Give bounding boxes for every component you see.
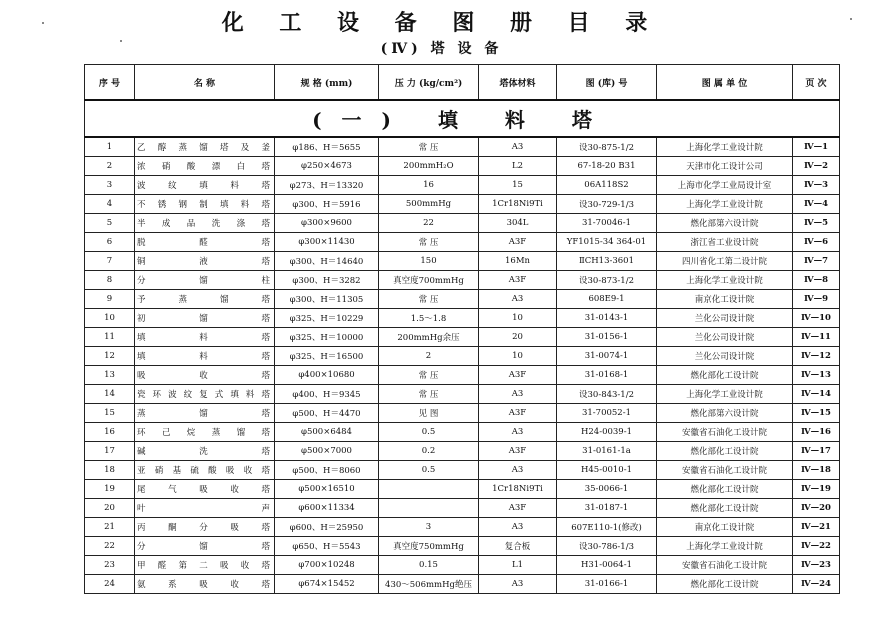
material: A3F	[479, 366, 557, 385]
material: 10	[479, 347, 557, 366]
design-unit: 上海化学工业设计院	[657, 537, 793, 556]
equipment-name: 环己烷蒸馏塔	[135, 423, 275, 442]
pressure: 2	[379, 347, 479, 366]
table-row	[85, 176, 840, 195]
header-cell: 序 号	[85, 65, 135, 101]
table-row	[85, 366, 840, 385]
design-unit: 南京化工设计院	[657, 518, 793, 537]
table-row	[85, 137, 840, 157]
page-number: Ⅳ—24	[793, 575, 840, 594]
drawing-number: 设30-873-1/2	[557, 271, 657, 290]
drawing-number: 31-0156-1	[557, 328, 657, 347]
table-row	[85, 309, 840, 328]
design-unit: 燃化部化工设计院	[657, 442, 793, 461]
page-number: Ⅳ—4	[793, 195, 840, 214]
drawing-number: 607E110-1(修改)	[557, 518, 657, 537]
table-row	[85, 328, 840, 347]
table-row	[85, 252, 840, 271]
header-cell: 图 属 单 位	[657, 65, 793, 101]
design-unit: 燃化部第六设计院	[657, 214, 793, 233]
equipment-name: 不锈钢制填料塔	[135, 195, 275, 214]
page-number: Ⅳ—21	[793, 518, 840, 537]
material: A3F	[479, 499, 557, 518]
pressure: 常 压	[379, 137, 479, 157]
specification: φ273、H＝13320	[275, 176, 379, 195]
specification: φ186、H＝5655	[275, 137, 379, 157]
material: A3	[479, 423, 557, 442]
specification: φ500×16510	[275, 480, 379, 499]
header-cell: 塔体材料	[479, 65, 557, 101]
design-unit: 四川省化工第二设计院	[657, 252, 793, 271]
material: 10	[479, 309, 557, 328]
design-unit: 燃化部化工设计院	[657, 366, 793, 385]
specification: φ400、H＝9345	[275, 385, 379, 404]
material: A3F	[479, 404, 557, 423]
drawing-number: YF1015-34 364-01	[557, 233, 657, 252]
pressure: 真空度750mmHg	[379, 537, 479, 556]
equipment-name: 乙醇蒸馏塔及釜	[135, 137, 275, 157]
table-row	[85, 157, 840, 176]
page-number: Ⅳ—22	[793, 537, 840, 556]
specification: φ650、H＝5543	[275, 537, 379, 556]
catalog-table	[84, 64, 840, 594]
drawing-number: H31-0064-1	[557, 556, 657, 575]
page-number: Ⅳ—7	[793, 252, 840, 271]
pressure: 常 压	[379, 290, 479, 309]
pressure: 见 图	[379, 404, 479, 423]
row-number: 9	[85, 290, 135, 309]
equipment-name: 甲醛第二吸收塔	[135, 556, 275, 575]
table-row	[85, 518, 840, 537]
pressure: 常 压	[379, 385, 479, 404]
page-number: Ⅳ—9	[793, 290, 840, 309]
design-unit: 燃化部化工设计院	[657, 480, 793, 499]
row-number: 19	[85, 480, 135, 499]
page-title: 化 工 设 备 图 册 目 录	[221, 10, 662, 36]
specification: φ300×9600	[275, 214, 379, 233]
drawing-number: 设30-875-1/2	[557, 137, 657, 157]
pressure: 16	[379, 176, 479, 195]
drawing-number: 31-0161-1a	[557, 442, 657, 461]
drawing-number: H45-0010-1	[557, 461, 657, 480]
table-row	[85, 214, 840, 233]
drawing-number: 67-18-20 B31	[557, 157, 657, 176]
page-number: Ⅳ—18	[793, 461, 840, 480]
row-number: 4	[85, 195, 135, 214]
row-number: 6	[85, 233, 135, 252]
equipment-name: 氨系吸收塔	[135, 575, 275, 594]
equipment-name: 丙酮分吸塔	[135, 518, 275, 537]
design-unit: 天津市化工设计公司	[657, 157, 793, 176]
pressure: 常 压	[379, 233, 479, 252]
specification: φ250×4673	[275, 157, 379, 176]
section-title: (一) 填 料 塔	[85, 100, 840, 137]
equipment-name: 蒸馏塔	[135, 404, 275, 423]
specification: φ600×11334	[275, 499, 379, 518]
header-cell: 压 力 (kg/cm²)	[379, 65, 479, 101]
row-number: 18	[85, 461, 135, 480]
design-unit: 浙江省工业设计院	[657, 233, 793, 252]
drawing-number: 608E9-1	[557, 290, 657, 309]
specification: φ400×10680	[275, 366, 379, 385]
design-unit: 燃化部化工设计院	[657, 499, 793, 518]
drawing-number: 31-0168-1	[557, 366, 657, 385]
material: 20	[479, 328, 557, 347]
specification: φ325、H＝10000	[275, 328, 379, 347]
specification: φ600、H＝25950	[275, 518, 379, 537]
pressure: 200mmHg余压	[379, 328, 479, 347]
row-number: 17	[85, 442, 135, 461]
row-number: 5	[85, 214, 135, 233]
material: A3	[479, 385, 557, 404]
equipment-name: 碱洗塔	[135, 442, 275, 461]
row-number: 13	[85, 366, 135, 385]
material: A3F	[479, 233, 557, 252]
specification: φ300、H＝14640	[275, 252, 379, 271]
table-row	[85, 537, 840, 556]
material: 304L	[479, 214, 557, 233]
material: A3	[479, 461, 557, 480]
drawing-number: 设30-843-1/2	[557, 385, 657, 404]
pressure: 0.2	[379, 442, 479, 461]
equipment-name: 瓷环波纹复式填料塔	[135, 385, 275, 404]
pressure	[379, 480, 479, 499]
pressure: 430～506mmHg绝压	[379, 575, 479, 594]
material: A3	[479, 518, 557, 537]
row-number: 24	[85, 575, 135, 594]
design-unit: 上海化学工业设计院	[657, 195, 793, 214]
table-row	[85, 480, 840, 499]
row-number: 1	[85, 137, 135, 157]
design-unit: 兰化公司设计院	[657, 328, 793, 347]
drawing-number: 31-70052-1	[557, 404, 657, 423]
specification: φ674×15452	[275, 575, 379, 594]
design-unit: 上海化学工业设计院	[657, 137, 793, 157]
specification: φ300、H＝3282	[275, 271, 379, 290]
drawing-number: 设30-786-1/3	[557, 537, 657, 556]
header-cell: 名 称	[135, 65, 275, 101]
material: 1Cr18Ni9Ti	[479, 195, 557, 214]
material: A3F	[479, 442, 557, 461]
equipment-name: 波纹填料塔	[135, 176, 275, 195]
page-number: Ⅳ—6	[793, 233, 840, 252]
pressure: 0.5	[379, 461, 479, 480]
pressure: 1.5～1.8	[379, 309, 479, 328]
equipment-name: 分馏塔	[135, 537, 275, 556]
specification: φ325、H＝16500	[275, 347, 379, 366]
table-row	[85, 347, 840, 366]
equipment-name: 填料塔	[135, 328, 275, 347]
page-number: Ⅳ—19	[793, 480, 840, 499]
pressure: 200mmH₂O	[379, 157, 479, 176]
page-number: Ⅳ—14	[793, 385, 840, 404]
header-cell: 图 (库) 号	[557, 65, 657, 101]
equipment-name: 予蒸馏塔	[135, 290, 275, 309]
table-row	[85, 233, 840, 252]
equipment-name: 吸收塔	[135, 366, 275, 385]
row-number: 21	[85, 518, 135, 537]
equipment-name: 叶声	[135, 499, 275, 518]
equipment-name: 初馏塔	[135, 309, 275, 328]
material: A3	[479, 290, 557, 309]
page-number: Ⅳ—15	[793, 404, 840, 423]
row-number: 8	[85, 271, 135, 290]
pressure: 3	[379, 518, 479, 537]
specification: φ500、H＝4470	[275, 404, 379, 423]
table-row	[85, 423, 840, 442]
pressure: 真空度700mmHg	[379, 271, 479, 290]
material: L1	[479, 556, 557, 575]
specification: φ500、H＝8060	[275, 461, 379, 480]
drawing-number: 31-70046-1	[557, 214, 657, 233]
design-unit: 南京化工设计院	[657, 290, 793, 309]
pressure: 150	[379, 252, 479, 271]
page-number: Ⅳ—10	[793, 309, 840, 328]
table-row	[85, 556, 840, 575]
equipment-name: 浓硝酸漂白塔	[135, 157, 275, 176]
design-unit: 燃化部第六设计院	[657, 404, 793, 423]
drawing-number: 31-0166-1	[557, 575, 657, 594]
page-number: Ⅳ—20	[793, 499, 840, 518]
page-number: Ⅳ—16	[793, 423, 840, 442]
row-number: 15	[85, 404, 135, 423]
table-row	[85, 442, 840, 461]
table-row	[85, 461, 840, 480]
scan-speck	[850, 18, 852, 20]
table-row	[85, 575, 840, 594]
material: A3	[479, 137, 557, 157]
design-unit: 兰化公司设计院	[657, 347, 793, 366]
design-unit: 上海市化学工业局设计室	[657, 176, 793, 195]
pressure: 0.15	[379, 556, 479, 575]
page-number: Ⅳ—11	[793, 328, 840, 347]
header-row	[85, 65, 840, 101]
page-number: Ⅳ—23	[793, 556, 840, 575]
design-unit: 上海化学工业设计院	[657, 271, 793, 290]
page-number: Ⅳ—12	[793, 347, 840, 366]
pressure: 22	[379, 214, 479, 233]
header-cell: 规 格 (mm)	[275, 65, 379, 101]
material: L2	[479, 157, 557, 176]
specification: φ700×10248	[275, 556, 379, 575]
drawing-number: 设30-729-1/3	[557, 195, 657, 214]
page-number: Ⅳ—17	[793, 442, 840, 461]
page-number: Ⅳ—8	[793, 271, 840, 290]
pressure: 0.5	[379, 423, 479, 442]
drawing-number: H24-0039-1	[557, 423, 657, 442]
row-number: 7	[85, 252, 135, 271]
row-number: 14	[85, 385, 135, 404]
material: 16Mn	[479, 252, 557, 271]
design-unit: 兰化公司设计院	[657, 309, 793, 328]
row-number: 11	[85, 328, 135, 347]
equipment-name: 铜液塔	[135, 252, 275, 271]
specification: φ500×6484	[275, 423, 379, 442]
table-row	[85, 404, 840, 423]
page-number: Ⅳ—13	[793, 366, 840, 385]
row-number: 20	[85, 499, 135, 518]
row-number: 16	[85, 423, 135, 442]
drawing-number: 31-0143-1	[557, 309, 657, 328]
section-row	[85, 100, 840, 137]
scan-speck	[120, 40, 122, 42]
table-row	[85, 290, 840, 309]
row-number: 10	[85, 309, 135, 328]
scan-speck	[42, 22, 44, 24]
material: A3	[479, 575, 557, 594]
specification: φ325、H＝10229	[275, 309, 379, 328]
page-number: Ⅳ—5	[793, 214, 840, 233]
equipment-name: 分馏柱	[135, 271, 275, 290]
table-row	[85, 195, 840, 214]
design-unit: 安徽省石油化工设计院	[657, 461, 793, 480]
page-number: Ⅳ—2	[793, 157, 840, 176]
specification: φ300×11430	[275, 233, 379, 252]
material: 复合板	[479, 537, 557, 556]
equipment-name: 亚硝基硫酸吸收塔	[135, 461, 275, 480]
equipment-name: 半成品洗涤塔	[135, 214, 275, 233]
row-number: 22	[85, 537, 135, 556]
header-cell: 页 次	[793, 65, 840, 101]
equipment-name: 填料塔	[135, 347, 275, 366]
design-unit: 燃化部化工设计院	[657, 575, 793, 594]
specification: φ500×7000	[275, 442, 379, 461]
specification: φ300、H＝11305	[275, 290, 379, 309]
page-number: Ⅳ—1	[793, 137, 840, 157]
page-subtitle: (Ⅳ) 塔 设 备	[380, 41, 503, 57]
drawing-number: 06A118S2	[557, 176, 657, 195]
drawing-number: 35-0066-1	[557, 480, 657, 499]
page-number: Ⅳ—3	[793, 176, 840, 195]
material: A3F	[479, 271, 557, 290]
material: 1Cr18Ni9Ti	[479, 480, 557, 499]
pressure: 常 压	[379, 366, 479, 385]
row-number: 3	[85, 176, 135, 195]
table-row	[85, 271, 840, 290]
row-number: 23	[85, 556, 135, 575]
drawing-number: ⅡCH13-3601	[557, 252, 657, 271]
design-unit: 上海化学工业设计院	[657, 385, 793, 404]
drawing-number: 31-0187-1	[557, 499, 657, 518]
specification: φ300、H＝5916	[275, 195, 379, 214]
drawing-number: 31-0074-1	[557, 347, 657, 366]
table-row	[85, 385, 840, 404]
pressure	[379, 499, 479, 518]
material: 15	[479, 176, 557, 195]
table-row	[85, 499, 840, 518]
row-number: 12	[85, 347, 135, 366]
pressure: 500mmHg	[379, 195, 479, 214]
equipment-name: 脱醛塔	[135, 233, 275, 252]
row-number: 2	[85, 157, 135, 176]
design-unit: 安徽省石油化工设计院	[657, 423, 793, 442]
design-unit: 安徽省石油化工设计院	[657, 556, 793, 575]
equipment-name: 尾气吸收塔	[135, 480, 275, 499]
